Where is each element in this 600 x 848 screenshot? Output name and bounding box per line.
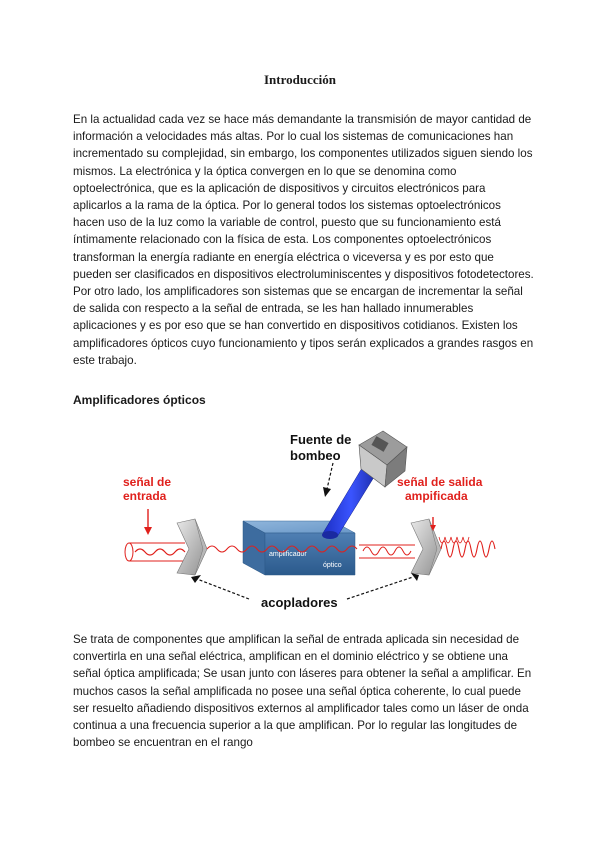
body-paragraph: Se trata de componentes que amplifican la señal de entrada aplicada sin necesidad de convertirla en una señal eléctrica, amplifican en el dominio eléctrico y se obtiene una señal óptica amplificada; Se usan junto con láseres para obtener la señal a amplificar. En muchos casos la señal amplificada no posee una señal óptica coherente, lo cual puede ser resuelto añadiendo dispositivos externos al amplificador tales como un láser de onda continua a una frecuencia superior a la que amplifican. Por lo regular las longitudes de bombeo se encuentran en el rango — [73, 633, 532, 750]
pump-arrow — [327, 463, 333, 489]
box-label-1: amplificador — [269, 551, 307, 558]
input-label-2: entrada — [123, 489, 167, 503]
couplers-label: acopladores — [261, 595, 338, 610]
optical-amplifier-diagram — [115, 425, 515, 615]
coupler-arrow-right — [347, 577, 413, 599]
page-title: Introducción — [264, 72, 336, 87]
input-fiber — [125, 543, 185, 561]
intro-paragraph: En la actualidad cada vez se hace más demandante la transmisión de mayor cantidad de información a velocidades más altas. Por lo cual los sistemas de comunicaciones han incrementado su complejidad, sin embargo, los componentes utilizados siguen siendo los mismos. La electrónica y la óptica convergen en lo que se denomina como optoelectrónica, que es la aplicación de dispositivos y circuitos electrónicos para aplicarlos a la rama de la óptica. Por lo general todos los sistemas optoelectrónicos hacen uso de la luz como la variable de control, puesto que su funcionamiento está íntimamente relacionado con la física de esta. Los componentes optoelectrónicos transforman la energía radiante en energía eléctrica o viceversa y es por esto que pueden ser clasificados en dispositivos electroluminiscentes y dispositivos fotodetectores. Por otro lado, los amplificadores son sistemas que se encargan de incrementar la señal de salida con respecto a la señal de entrada, se les han hallado innumerables aplicaciones y es por eso que se han convertido en dispositivos cotidianos. Existen los amplificadores ópticos cuyo funcionamiento y tipos serán explicados a grandes rasgos en este trabajo. — [73, 113, 534, 367]
right-coupler-icon — [411, 519, 441, 575]
left-coupler-icon — [177, 519, 207, 575]
box-label-2: óptico — [323, 562, 342, 569]
section-heading: Amplificadores ópticos — [73, 393, 206, 407]
coupler-arrow-left — [197, 579, 249, 599]
output-label-1: señal de salida — [397, 475, 483, 489]
input-label-1: señal de — [123, 475, 172, 489]
pump-label-1: Fuente de — [290, 432, 352, 447]
pump-label-2: bombeo — [290, 448, 341, 463]
output-label-2: ampificada — [405, 489, 468, 503]
